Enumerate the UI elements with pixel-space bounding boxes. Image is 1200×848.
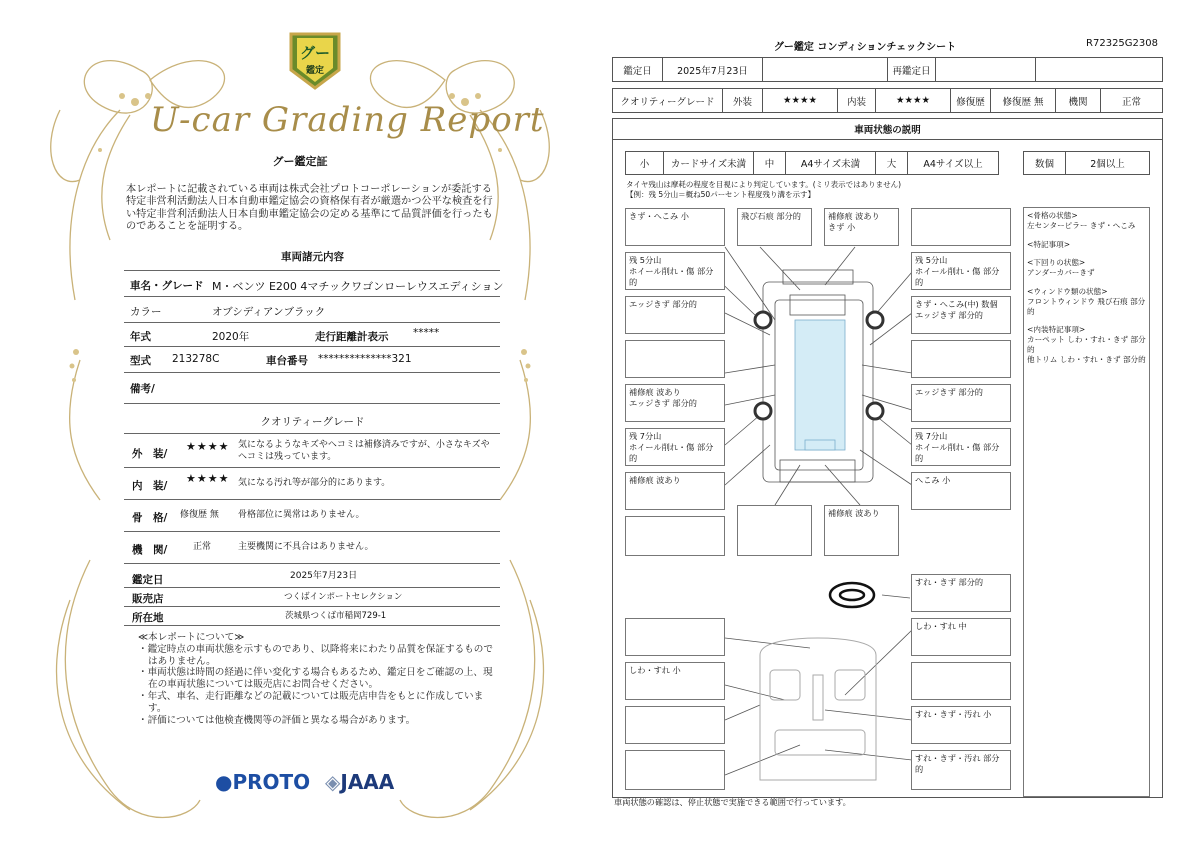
shop-value: つくばインポートセレクション [284, 592, 403, 602]
damage-box [737, 505, 812, 556]
proto-logo-icon: ● [215, 770, 233, 794]
size-small: 小 [626, 152, 664, 174]
divider [124, 563, 500, 564]
engine-value: 正常 [193, 542, 212, 552]
size-mid-desc: A4サイズ未満 [786, 152, 876, 174]
frame-value: 修復歴 無 [180, 510, 219, 520]
special-notes-title: <特記事項> [1027, 239, 1071, 249]
footer-note: 車両状態の確認は、停止状態で実施できる範囲で行っています。 [614, 797, 851, 807]
divider [124, 322, 500, 323]
damage-box [911, 340, 1011, 378]
date-value: 2025年7月23日 [290, 571, 358, 581]
exterior-label: 外 装/ [132, 448, 168, 460]
interior-stars: ★★★★ [186, 472, 230, 485]
damage-box: きず・へこみ 小 [625, 208, 725, 246]
repair-label: 修復歴 [951, 89, 991, 112]
engine-label: 機関 [1056, 89, 1101, 112]
blank-cell [763, 58, 888, 81]
color-value: オブシディアンブラック [212, 306, 326, 318]
address-label: 所在地 [132, 612, 164, 624]
int-label: 内装 [838, 89, 876, 112]
count-legend [1023, 151, 1150, 175]
damage-box [625, 340, 725, 378]
frame-status-text: 左センターピラー きず・へこみ [1027, 220, 1136, 230]
damage-box: 補修痕 波あり エッジきず 部分的 [625, 384, 725, 422]
certificate-title: グー鑑定証 [272, 155, 328, 168]
model-label: 型式 [130, 355, 151, 367]
sheet-code: R72325G2308 [1086, 38, 1158, 49]
repair-value: 修復歴 無 [991, 89, 1056, 112]
engine-text: 主要機関に不具合はありません。 [238, 542, 374, 552]
shop-label: 販売店 [132, 593, 164, 605]
notes-panel [1023, 207, 1150, 797]
color-label: カラー [130, 306, 162, 318]
count-desc: 2個以上 [1090, 159, 1125, 170]
appraisal-date-row [612, 57, 1163, 82]
divider [124, 346, 500, 347]
date-label: 鑑定日 [132, 574, 164, 586]
damage-box: 残 7分山 ホイール削れ・傷 部分的 [911, 428, 1011, 466]
divider [124, 372, 500, 373]
interior-notes-text: カーペット しわ・すれ・きず 部分的 他トリム しわ・すれ・きず 部分的 [1027, 335, 1146, 364]
jaaa-logo-text: JAAA [340, 770, 395, 794]
year-label: 年式 [130, 331, 151, 343]
note-item: ・評価については他検査機関等の評価と異なる場合があります。 [138, 714, 416, 726]
size-legend [625, 151, 999, 175]
goo-appraisal-badge [287, 30, 343, 92]
reappraisal-label: 再鑑定日 [888, 58, 936, 81]
note-item: ・年式、車名、走行距離などの記載については販売店申告をもとに作成しています。 [138, 690, 484, 714]
note-item: ・鑑定時点の車両状態を示すものであり、以降将来にわたり品質を保証するものではありません。 [138, 643, 493, 667]
reappraisal-value [936, 58, 1036, 81]
size-large: 大 [876, 152, 908, 174]
damage-box: 残 5分山 ホイール削れ・傷 部分的 [911, 252, 1011, 290]
size-small-desc: カードサイズ未満 [664, 152, 754, 174]
int-value: ★★★★ [876, 89, 951, 112]
ext-label: 外装 [723, 89, 763, 112]
year-value: 2020年 [212, 331, 250, 343]
jaaa-logo-icon: ◈ [325, 770, 341, 794]
damage-box: エッジきず 部分的 [911, 384, 1011, 422]
size-large-desc: A4サイズ以上 [923, 159, 983, 170]
date-value: 2025年7月23日 [663, 58, 763, 81]
size-mid: 中 [754, 152, 786, 174]
mileage-value: ***** [413, 327, 440, 339]
frame-text: 骨格部位に異常はありません。 [238, 510, 365, 520]
remarks-label: 備考/ [130, 383, 155, 395]
damage-box: 補修痕 波あり [824, 505, 899, 556]
address-value: 茨城県つくば市稲岡729-1 [285, 611, 387, 621]
underbody-title: <下回りの状態> [1027, 258, 1086, 268]
divider [124, 467, 500, 468]
name-value: M・ベンツ E200 4マチックワゴンローレウスエディション [212, 280, 504, 293]
damage-box [625, 516, 725, 556]
interior-box [625, 618, 725, 656]
frame-label: 骨 格/ [132, 512, 168, 524]
notes-title: ≪本レポートについて≫ [138, 632, 245, 643]
badge-top-text: グー [299, 44, 331, 62]
condition-title: 車両状態の説明 [612, 118, 1163, 140]
spec-section-title: 車両諸元内容 [281, 251, 344, 263]
damage-box: 残 7分山 ホイール削れ・傷 部分的 [625, 428, 725, 466]
damage-box: きず・へこみ(中) 数個 エッジきず 部分的 [911, 296, 1011, 334]
exterior-text: 気になるようなキズやヘコミは補修済みですが、小さなキズやヘコミは残っています。 [238, 440, 490, 462]
window-title: <ウィンドウ類の状態> [1027, 286, 1108, 296]
name-label: 車名・グレード [130, 280, 204, 292]
tire-note [626, 180, 901, 200]
damage-box [911, 208, 1011, 246]
underbody-text: アンダーカバーきず [1027, 268, 1095, 278]
interior-label: 内 装/ [132, 480, 168, 492]
grade-summary-row [612, 88, 1163, 113]
note-item: ・車両状態は時間の経過に伴い変化する場合もあるため、鑑定日をご確認の上、現在の車両状態については販売店にお問合せください。 [138, 667, 493, 691]
divider [124, 531, 500, 532]
proto-logo [215, 770, 310, 794]
interior-notes-title: <内装特記事項> [1027, 325, 1086, 335]
count-label: 数個 [1024, 152, 1066, 174]
interior-box: しわ・すれ 小 [625, 662, 725, 700]
divider [124, 270, 500, 271]
interior-box [911, 662, 1011, 700]
mileage-label: 走行距離計表示 [315, 331, 389, 343]
divider [124, 606, 500, 607]
script-title: U-car Grading Report [150, 100, 545, 140]
damage-box: 残 5分山 ホイール削れ・傷 部分的 [625, 252, 725, 290]
damage-box: 飛び石痕 部分的 [737, 208, 812, 246]
divider [124, 499, 500, 500]
divider [124, 625, 500, 626]
interior-box: すれ・きず 部分的 [911, 574, 1011, 612]
badge-bottom-text: 鑑定 [305, 66, 325, 76]
proto-logo-text: PROTO [232, 770, 311, 794]
window-text: フロントウィンドウ 飛び石痕 部分的 [1027, 296, 1146, 316]
divider [124, 296, 500, 297]
exterior-stars: ★★★★ [186, 440, 230, 453]
ext-value: ★★★★ [763, 89, 838, 112]
chassis-value: **************321 [318, 353, 412, 365]
chassis-label: 車台番号 [266, 355, 308, 367]
divider [124, 403, 500, 404]
frame-status-title: <骨格の状態> [1027, 211, 1078, 220]
interior-box: すれ・きず・汚れ 小 [911, 706, 1011, 744]
divider [124, 587, 500, 588]
tire-note-line-2: 【例：残 5分山＝概ね50パーセント程度残り溝を示す】 [626, 190, 816, 199]
interior-text: 気になる汚れ等が部分的にあります。 [238, 478, 391, 488]
divider [124, 433, 500, 434]
damage-box: エッジきず 部分的 [625, 296, 725, 334]
jaaa-logo [325, 770, 394, 794]
interior-box [625, 750, 725, 790]
damage-box: 補修痕 波あり きず 小 [824, 208, 899, 246]
interior-box: すれ・きず・汚れ 部分的 [911, 750, 1011, 790]
model-value: 213278C [172, 353, 220, 365]
date-label: 鑑定日 [613, 58, 663, 81]
engine-value: 正常 [1121, 96, 1141, 108]
certificate-intro: 本レポートに記載されている車両は株式会社プロトコーポレーションが委託する特定非営利活動法人日本自動車鑑定協会の資格保有者が厳選かつ公平な検査を行い特定非営利活動法人日本自動車鑑定協会の定める基準にて品質評価を行ったものであることを証明する。 [126, 184, 493, 233]
interior-box [625, 706, 725, 744]
engine-label: 機 関/ [132, 544, 168, 556]
tire-note-line-1: タイヤ残山は摩耗の程度を目視により判定しています。(ミリ表示ではありません) [626, 180, 902, 189]
report-notes [138, 632, 493, 726]
sheet-title: グー鑑定 コンディションチェックシート [773, 42, 957, 53]
interior-box: しわ・すれ 中 [911, 618, 1011, 656]
grade-label: クオリティーグレード [613, 89, 723, 112]
damage-box: 補修痕 波あり [625, 472, 725, 510]
grade-section-title: クオリティーグレード [260, 416, 365, 428]
damage-box: へこみ 小 [911, 472, 1011, 510]
